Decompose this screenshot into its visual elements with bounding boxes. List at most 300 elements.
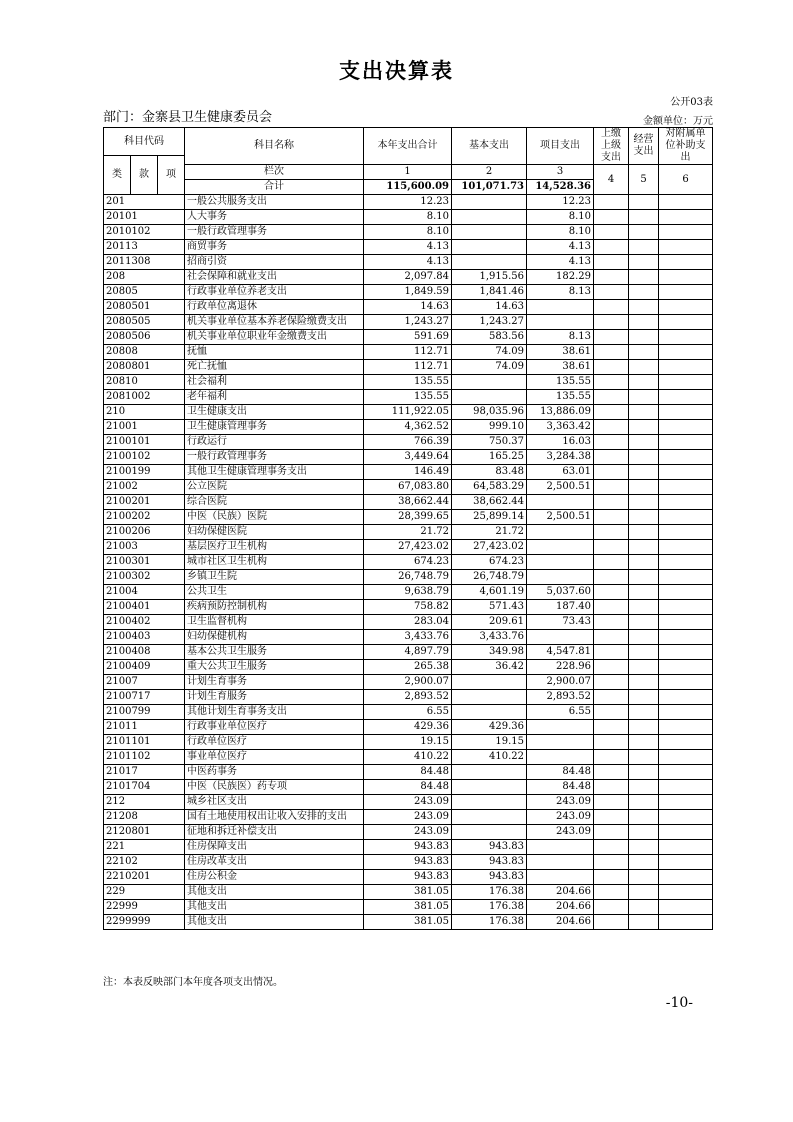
basic-amount: 38,662.44 — [452, 495, 527, 510]
subsidy-amount — [659, 570, 713, 585]
project-amount: 2,900.07 — [527, 675, 594, 690]
header-business: 经营支出 — [629, 128, 659, 165]
table-row — [104, 660, 713, 675]
subsidy-amount — [659, 690, 713, 705]
table-row — [104, 885, 713, 900]
table-row — [104, 825, 713, 840]
basic-amount: 64,583.29 — [452, 480, 527, 495]
table-row — [104, 495, 713, 510]
total-amount: 674.23 — [364, 555, 452, 570]
basic-amount — [452, 825, 527, 840]
subject-name: 招商引资 — [185, 255, 364, 270]
project-amount: 84.48 — [527, 780, 594, 795]
subject-code: 21007 — [104, 675, 185, 690]
total-amount: 943.83 — [364, 855, 452, 870]
total-amount: 3,433.76 — [364, 630, 452, 645]
upper-amount — [594, 870, 629, 885]
header-subject-name: 科目名称 — [185, 128, 364, 165]
upper-amount — [594, 285, 629, 300]
table-row — [104, 465, 713, 480]
table-row — [104, 375, 713, 390]
subject-name: 中医（民族）医院 — [185, 510, 364, 525]
upper-amount — [594, 885, 629, 900]
header-basic: 基本支出 — [452, 128, 527, 165]
project-amount — [527, 300, 594, 315]
project-amount: 243.09 — [527, 795, 594, 810]
subsidy-amount — [659, 420, 713, 435]
table-row — [104, 570, 713, 585]
subject-name: 计划生育事务 — [185, 675, 364, 690]
subsidy-amount — [659, 480, 713, 495]
business-amount — [629, 195, 659, 210]
business-amount — [629, 315, 659, 330]
table-row — [104, 630, 713, 645]
upper-amount — [594, 360, 629, 375]
basic-amount: 209.61 — [452, 615, 527, 630]
upper-amount — [594, 570, 629, 585]
basic-amount: 674.23 — [452, 555, 527, 570]
table-row — [104, 615, 713, 630]
subsidy-amount — [659, 855, 713, 870]
project-amount — [527, 315, 594, 330]
total-amount: 38,662.44 — [364, 495, 452, 510]
subject-name: 妇幼保健医院 — [185, 525, 364, 540]
basic-amount — [452, 705, 527, 720]
subject-name: 一般公共服务支出 — [185, 195, 364, 210]
project-amount: 8.10 — [527, 225, 594, 240]
total-amount: 84.48 — [364, 765, 452, 780]
subsidy-amount — [659, 465, 713, 480]
project-amount — [527, 840, 594, 855]
subsidy-amount — [659, 825, 713, 840]
table-note: 注：本表反映部门本年度各项支出情况。 — [103, 977, 283, 988]
table-row — [104, 525, 713, 540]
upper-amount — [594, 210, 629, 225]
business-amount — [629, 675, 659, 690]
table-row — [104, 225, 713, 240]
project-amount: 204.66 — [527, 915, 594, 930]
subject-name: 一般行政管理事务 — [185, 450, 364, 465]
subsidy-amount — [659, 900, 713, 915]
business-amount — [629, 825, 659, 840]
subject-code: 2080801 — [104, 360, 185, 375]
subject-code: 22102 — [104, 855, 185, 870]
basic-amount — [452, 210, 527, 225]
basic-amount: 36.42 — [452, 660, 527, 675]
basic-amount — [452, 765, 527, 780]
total-amount: 381.05 — [364, 885, 452, 900]
total-amount: 3,449.64 — [364, 450, 452, 465]
unit-label: 金额单位：万元 — [643, 116, 713, 127]
subject-code: 2100202 — [104, 510, 185, 525]
project-amount: 16.03 — [527, 435, 594, 450]
table-row — [104, 555, 713, 570]
total-amount: 381.05 — [364, 900, 452, 915]
subject-code: 208 — [104, 270, 185, 285]
subsidy-amount — [659, 870, 713, 885]
upper-amount — [594, 330, 629, 345]
business-amount — [629, 600, 659, 615]
subject-name: 综合医院 — [185, 495, 364, 510]
subject-code: 201 — [104, 195, 185, 210]
upper-amount — [594, 720, 629, 735]
total-amount: 758.82 — [364, 600, 452, 615]
subject-code: 2100799 — [104, 705, 185, 720]
table-row — [104, 360, 713, 375]
subject-code: 2100402 — [104, 615, 185, 630]
subject-code: 20113 — [104, 240, 185, 255]
basic-amount: 98,035.96 — [452, 405, 527, 420]
project-amount: 204.66 — [527, 885, 594, 900]
header-kuan: 款 — [131, 156, 158, 195]
project-amount: 4.13 — [527, 255, 594, 270]
basic-amount: 25,899.14 — [452, 510, 527, 525]
project-amount: 73.43 — [527, 615, 594, 630]
table-row — [104, 285, 713, 300]
basic-amount — [452, 675, 527, 690]
project-amount: 187.40 — [527, 600, 594, 615]
subject-name: 住房保障支出 — [185, 840, 364, 855]
basic-amount: 999.10 — [452, 420, 527, 435]
subject-name: 抚恤 — [185, 345, 364, 360]
basic-amount — [452, 390, 527, 405]
basic-amount: 943.83 — [452, 840, 527, 855]
upper-amount — [594, 375, 629, 390]
page-title: 支出决算表 — [339, 59, 454, 83]
business-amount — [629, 240, 659, 255]
upper-amount — [594, 645, 629, 660]
business-amount — [629, 435, 659, 450]
total-amount: 2,893.52 — [364, 690, 452, 705]
upper-amount — [594, 780, 629, 795]
project-amount — [527, 870, 594, 885]
project-amount — [527, 630, 594, 645]
subsidy-amount — [659, 660, 713, 675]
subject-code: 2011308 — [104, 255, 185, 270]
subject-name: 其他支出 — [185, 900, 364, 915]
total-amount: 429.36 — [364, 720, 452, 735]
subject-code: 2100408 — [104, 645, 185, 660]
basic-amount — [452, 780, 527, 795]
subsidy-amount — [659, 285, 713, 300]
table-row — [104, 600, 713, 615]
basic-amount: 1,243.27 — [452, 315, 527, 330]
project-amount: 135.55 — [527, 375, 594, 390]
subject-code: 2100302 — [104, 570, 185, 585]
upper-amount — [594, 855, 629, 870]
basic-amount — [452, 690, 527, 705]
basic-amount — [452, 810, 527, 825]
basic-amount: 4,601.19 — [452, 585, 527, 600]
table-row — [104, 840, 713, 855]
business-amount — [629, 270, 659, 285]
subject-name: 老年福利 — [185, 390, 364, 405]
subsidy-amount — [659, 885, 713, 900]
subsidy-amount — [659, 645, 713, 660]
total-amount: 2,900.07 — [364, 675, 452, 690]
upper-amount — [594, 300, 629, 315]
project-amount — [527, 735, 594, 750]
basic-amount: 19.15 — [452, 735, 527, 750]
business-amount — [629, 375, 659, 390]
subject-name: 国有土地使用权出让收入安排的支出 — [185, 810, 364, 825]
table-row — [104, 390, 713, 405]
subject-code: 2299999 — [104, 915, 185, 930]
total-amount: 115,600.09 — [364, 180, 452, 195]
business-amount — [629, 705, 659, 720]
table-row — [104, 300, 713, 315]
basic-amount — [452, 240, 527, 255]
subject-name: 住房改革支出 — [185, 855, 364, 870]
upper-amount — [594, 420, 629, 435]
subject-name: 事业单位医疗 — [185, 750, 364, 765]
subsidy-amount — [659, 255, 713, 270]
subsidy-amount — [659, 705, 713, 720]
business-amount — [629, 795, 659, 810]
header-upper: 上缴上级支出 — [594, 128, 629, 165]
table-row — [104, 540, 713, 555]
total-amount: 243.09 — [364, 810, 452, 825]
subsidy-amount — [659, 225, 713, 240]
project-amount: 243.09 — [527, 825, 594, 840]
basic-amount: 943.83 — [452, 855, 527, 870]
business-amount — [629, 630, 659, 645]
subsidy-amount — [659, 510, 713, 525]
subject-name: 社会保障和就业支出 — [185, 270, 364, 285]
upper-amount — [594, 435, 629, 450]
project-amount: 228.96 — [527, 660, 594, 675]
subsidy-amount — [659, 630, 713, 645]
project-amount: 8.13 — [527, 285, 594, 300]
business-amount — [629, 690, 659, 705]
basic-amount: 3,433.76 — [452, 630, 527, 645]
basic-amount: 14.63 — [452, 300, 527, 315]
table-row — [104, 780, 713, 795]
project-amount: 3,284.38 — [527, 450, 594, 465]
table-row — [104, 315, 713, 330]
subsidy-amount — [659, 345, 713, 360]
total-amount: 265.38 — [364, 660, 452, 675]
total-amount: 2,097.84 — [364, 270, 452, 285]
table-row — [104, 915, 713, 930]
basic-amount: 26,748.79 — [452, 570, 527, 585]
subject-name: 行政单位离退休 — [185, 300, 364, 315]
business-amount — [629, 225, 659, 240]
header-lei: 类 — [104, 156, 131, 195]
total-amount: 19.15 — [364, 735, 452, 750]
business-amount — [629, 390, 659, 405]
upper-amount — [594, 480, 629, 495]
upper-amount — [594, 660, 629, 675]
upper-amount — [594, 405, 629, 420]
subsidy-amount — [659, 360, 713, 375]
header-total: 本年支出合计 — [364, 128, 452, 165]
subject-code: 210 — [104, 405, 185, 420]
project-amount: 204.66 — [527, 900, 594, 915]
basic-amount: 176.38 — [452, 915, 527, 930]
business-amount — [629, 450, 659, 465]
project-amount: 12.23 — [527, 195, 594, 210]
total-amount: 67,083.80 — [364, 480, 452, 495]
subsidy-amount — [659, 555, 713, 570]
business-amount — [629, 570, 659, 585]
table-row — [104, 210, 713, 225]
subject-code: 2100101 — [104, 435, 185, 450]
basic-amount: 429.36 — [452, 720, 527, 735]
business-amount — [629, 735, 659, 750]
basic-amount: 165.25 — [452, 450, 527, 465]
header-col-4: 4 — [594, 165, 629, 195]
table-row — [104, 330, 713, 345]
business-amount — [629, 645, 659, 660]
header-subject-code: 科目代码 — [104, 128, 185, 156]
total-amount: 146.49 — [364, 465, 452, 480]
business-amount — [629, 345, 659, 360]
business-amount — [629, 510, 659, 525]
header-project: 项目支出 — [527, 128, 594, 165]
total-amount: 4,897.79 — [364, 645, 452, 660]
basic-amount: 74.09 — [452, 360, 527, 375]
subject-code: 21001 — [104, 420, 185, 435]
business-amount — [629, 720, 659, 735]
table-row — [104, 510, 713, 525]
subsidy-amount — [659, 615, 713, 630]
business-amount — [629, 765, 659, 780]
total-amount: 283.04 — [364, 615, 452, 630]
project-amount: 3,363.42 — [527, 420, 594, 435]
business-amount — [629, 465, 659, 480]
subject-name: 住房公积金 — [185, 870, 364, 885]
subject-code: 2210201 — [104, 870, 185, 885]
table-row — [104, 735, 713, 750]
upper-amount — [594, 840, 629, 855]
subsidy-amount — [659, 435, 713, 450]
total-amount: 243.09 — [364, 795, 452, 810]
business-amount — [629, 540, 659, 555]
total-amount: 1,849.59 — [364, 285, 452, 300]
subject-name: 机关事业单位基本养老保险缴费支出 — [185, 315, 364, 330]
table-row — [104, 690, 713, 705]
project-amount: 243.09 — [527, 810, 594, 825]
total-amount: 135.55 — [364, 390, 452, 405]
project-amount: 4,547.81 — [527, 645, 594, 660]
basic-amount: 571.43 — [452, 600, 527, 615]
subject-name: 计划生育服务 — [185, 690, 364, 705]
header-col-3: 3 — [527, 165, 594, 180]
department-label: 部门：金寨县卫生健康委员会 — [103, 110, 273, 125]
basic-amount: 750.37 — [452, 435, 527, 450]
subsidy-amount — [659, 720, 713, 735]
table-row — [104, 765, 713, 780]
project-amount — [527, 495, 594, 510]
basic-amount — [452, 795, 527, 810]
upper-amount — [594, 255, 629, 270]
business-amount — [629, 405, 659, 420]
subject-code: 20808 — [104, 345, 185, 360]
total-amount: 9,638.79 — [364, 585, 452, 600]
project-amount — [527, 720, 594, 735]
business-amount — [629, 840, 659, 855]
business-amount — [629, 285, 659, 300]
total-amount: 12.23 — [364, 195, 452, 210]
total-amount: 84.48 — [364, 780, 452, 795]
total-amount: 243.09 — [364, 825, 452, 840]
subject-name: 其他卫生健康管理事务支出 — [185, 465, 364, 480]
subject-name: 人大事务 — [185, 210, 364, 225]
business-amount — [629, 210, 659, 225]
business-amount — [629, 885, 659, 900]
subject-name: 卫生健康管理事务 — [185, 420, 364, 435]
basic-amount: 943.83 — [452, 870, 527, 885]
subject-code: 22999 — [104, 900, 185, 915]
subject-code: 2101102 — [104, 750, 185, 765]
upper-amount — [594, 225, 629, 240]
business-amount — [629, 360, 659, 375]
business-amount — [629, 525, 659, 540]
business-amount — [629, 255, 659, 270]
subject-code: 2080505 — [104, 315, 185, 330]
subsidy-amount — [659, 270, 713, 285]
table-row — [104, 270, 713, 285]
basic-amount: 176.38 — [452, 900, 527, 915]
subject-name: 商贸事务 — [185, 240, 364, 255]
project-amount: 2,500.51 — [527, 510, 594, 525]
total-amount: 4.13 — [364, 255, 452, 270]
table-row — [104, 585, 713, 600]
subject-code: 2080506 — [104, 330, 185, 345]
upper-amount — [594, 795, 629, 810]
upper-amount — [594, 450, 629, 465]
upper-amount — [594, 615, 629, 630]
upper-amount — [594, 270, 629, 285]
project-amount — [527, 525, 594, 540]
project-amount: 5,037.60 — [527, 585, 594, 600]
project-amount: 2,893.52 — [527, 690, 594, 705]
upper-amount — [594, 735, 629, 750]
business-amount — [629, 480, 659, 495]
subsidy-amount — [659, 240, 713, 255]
table-row — [104, 900, 713, 915]
table-row — [104, 195, 713, 210]
total-amount: 766.39 — [364, 435, 452, 450]
total-amount: 1,243.27 — [364, 315, 452, 330]
total-amount: 28,399.65 — [364, 510, 452, 525]
upper-amount — [594, 900, 629, 915]
total-amount: 111,922.05 — [364, 405, 452, 420]
business-amount — [629, 915, 659, 930]
header-col-6: 6 — [659, 165, 713, 195]
upper-amount — [594, 240, 629, 255]
subsidy-amount — [659, 795, 713, 810]
subject-name: 公立医院 — [185, 480, 364, 495]
basic-amount — [452, 225, 527, 240]
table-row — [104, 450, 713, 465]
table-row — [104, 645, 713, 660]
subsidy-amount — [659, 735, 713, 750]
subsidy-amount — [659, 375, 713, 390]
subject-code: 229 — [104, 885, 185, 900]
table-row — [104, 480, 713, 495]
business-amount — [629, 750, 659, 765]
basic-amount — [452, 375, 527, 390]
subsidy-amount — [659, 585, 713, 600]
upper-amount — [594, 345, 629, 360]
subject-name: 行政事业单位医疗 — [185, 720, 364, 735]
table-row — [104, 345, 713, 360]
project-amount — [527, 570, 594, 585]
subsidy-amount — [659, 390, 713, 405]
page-number: -10- — [665, 995, 693, 1011]
